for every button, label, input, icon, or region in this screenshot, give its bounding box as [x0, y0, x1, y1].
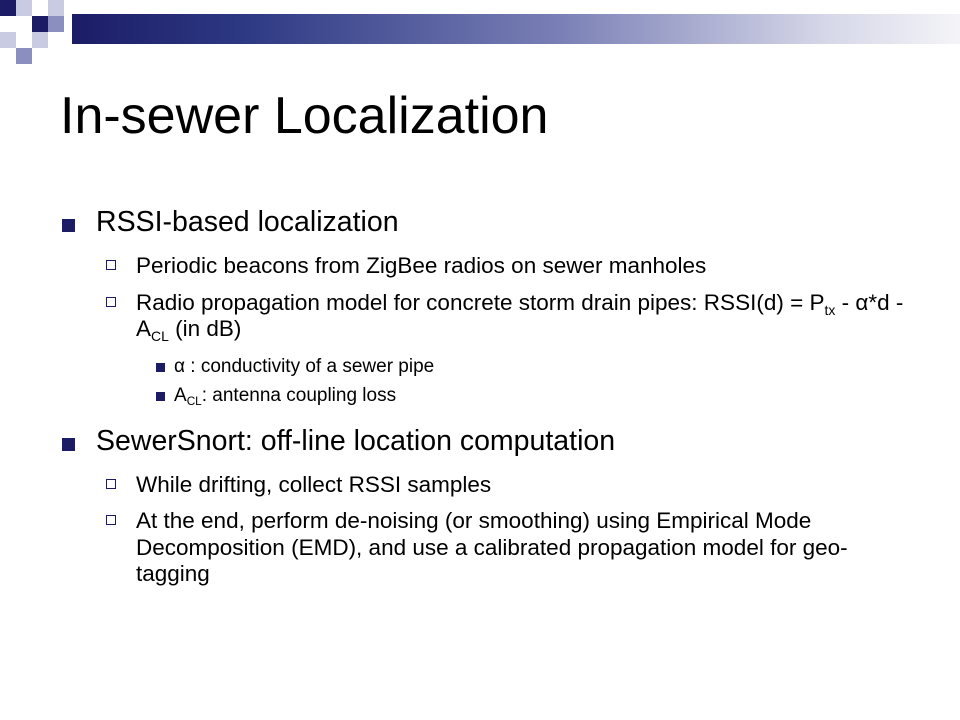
decor-square [16, 0, 32, 16]
sub-bullet-beacons: Periodic beacons from ZigBee radios on sewer manholes [60, 253, 920, 279]
header-gradient-bar [72, 14, 960, 44]
sub-bullet-emd: At the end, perform de-noising (or smoothing) using Empirical Mode Decomposition (EMD), and use a calibrated propagation model for geo-tagging [60, 508, 920, 587]
decor-square [32, 16, 48, 32]
detail-alpha: α : conductivity of a sewer pipe [60, 356, 920, 379]
decor-square [32, 32, 48, 48]
acl-a: A [174, 384, 187, 406]
subscript-tx: tx [824, 301, 836, 318]
decor-square [16, 16, 32, 32]
formula-prefix: Radio propagation model for concrete storm drain pipes: RSSI(d) = P [136, 289, 825, 315]
formula-middle: - α*d - A [136, 289, 904, 341]
decor-square [48, 16, 64, 32]
bullet-rssi-localization: RSSI-based localization [60, 205, 920, 239]
decor-square [0, 32, 16, 48]
acl-description: : antenna coupling loss [201, 384, 397, 406]
detail-acl [60, 385, 920, 408]
title-bar-decoration [0, 0, 960, 60]
bullet-sewersnort: SewerSnort: off-line location computation [60, 424, 920, 458]
decor-square [48, 0, 64, 16]
decor-square [0, 0, 16, 16]
slide-body [60, 205, 920, 587]
decor-square [16, 48, 32, 64]
slide-title: In-sewer Localization [60, 87, 549, 145]
acl-subscript: CL [186, 395, 202, 409]
sub-bullet-propagation-model [60, 290, 920, 343]
formula-suffix: (in dB) [168, 315, 242, 341]
sub-bullet-collect-rssi: While drifting, collect RSSI samples [60, 472, 920, 498]
subscript-cl: CL [151, 327, 169, 344]
